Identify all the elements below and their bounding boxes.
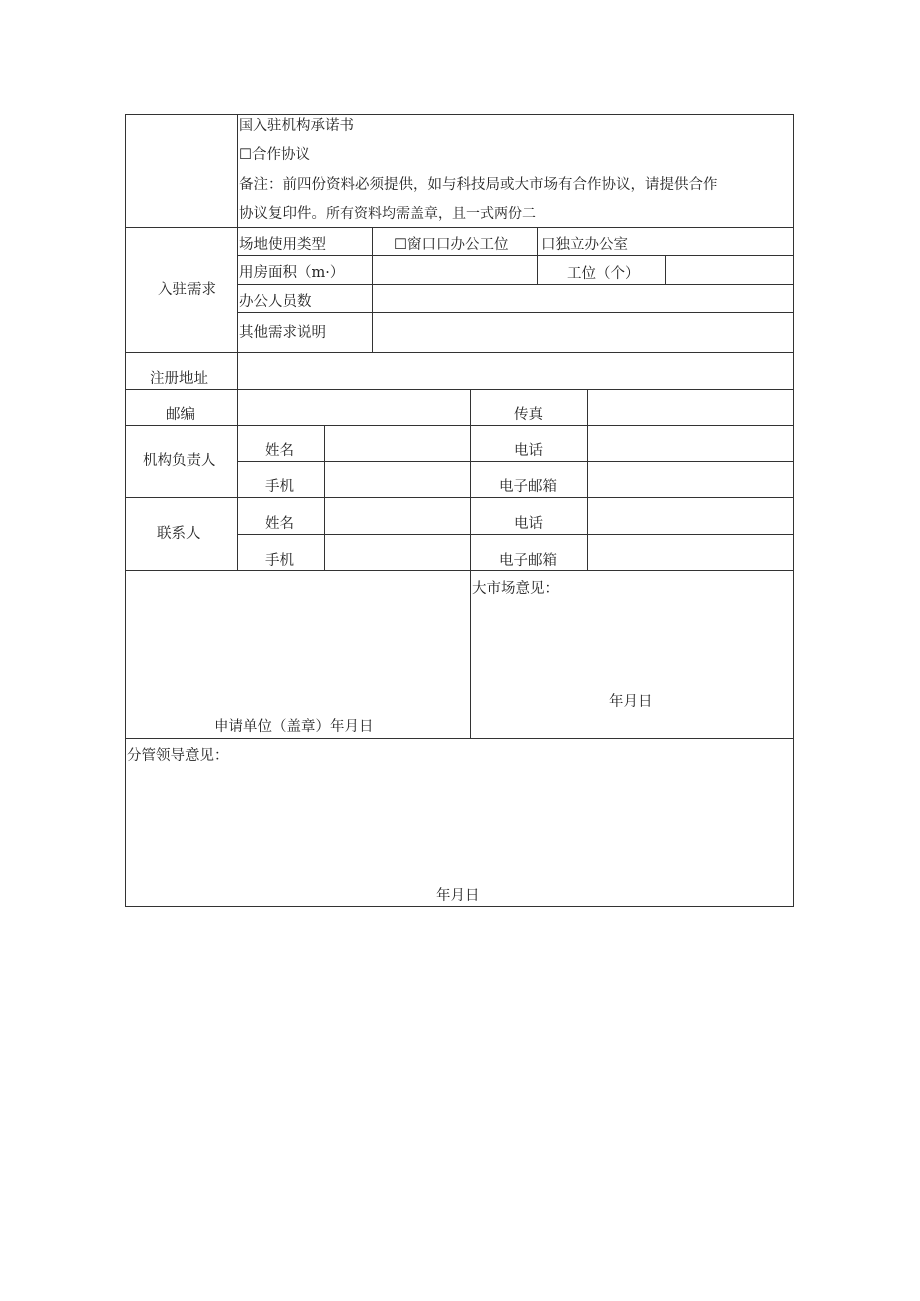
workstation-label: 工位（个）	[567, 266, 640, 282]
note-seal-requirement: 所有资料均需盖章，且一式两份二	[326, 206, 536, 222]
postcode-label: 邮编	[166, 407, 195, 423]
leader-opinion-field[interactable]	[127, 768, 792, 878]
rule-postcode-bottom	[125, 425, 794, 426]
head-phone-field[interactable]	[589, 427, 792, 460]
rule-mid-column	[470, 389, 471, 739]
leader-opinion-date: 年月日	[436, 888, 480, 904]
postcode-field[interactable]	[239, 391, 469, 424]
checked-box-label: 国入	[239, 118, 267, 134]
note-copy-text: 协议复印件。	[239, 206, 326, 222]
contact-phone-field[interactable]	[589, 499, 792, 533]
cooperation-agreement-checkbox[interactable]: ☐合作协议	[239, 147, 310, 163]
contact-email-label: 电子邮箱	[499, 553, 557, 569]
head-email-field[interactable]	[589, 463, 792, 496]
contact-name-field[interactable]	[326, 499, 469, 533]
fax-label: 传真	[514, 407, 543, 423]
rule-needs-sub	[372, 227, 373, 353]
market-opinion-date: 年月日	[609, 694, 653, 710]
rule-contact-mid	[237, 534, 794, 535]
rule-address-bottom	[125, 389, 794, 390]
site-type-label: 场地使用类型	[239, 237, 326, 253]
head-name-field[interactable]	[326, 427, 469, 460]
head-email-label: 电子邮箱	[499, 479, 557, 495]
rule-head-mid	[237, 461, 794, 462]
area-label: 用房面积（m·）	[239, 265, 345, 281]
rule-area-divider	[537, 255, 538, 285]
rule-site-option-divider	[537, 227, 538, 256]
head-section-label: 机构负责人	[143, 453, 216, 469]
head-name-label: 姓名	[265, 443, 294, 459]
market-opinion-field[interactable]	[472, 600, 792, 686]
site-option-window-checkbox[interactable]: ☐窗口口办公工位	[394, 237, 509, 253]
materials-commitment-line	[239, 117, 354, 135]
rule-staff-bottom	[237, 312, 794, 313]
contact-email-field[interactable]	[589, 536, 792, 569]
address-label: 注册地址	[150, 371, 208, 387]
site-option-office-checkbox[interactable]: 口独立办公室	[541, 237, 628, 253]
contact-section-label: 联系人	[157, 526, 201, 542]
rule-bottom	[125, 906, 794, 907]
rule-area-bottom	[237, 284, 794, 285]
head-mobile-label: 手机	[265, 479, 294, 495]
applicant-seal-area[interactable]	[127, 572, 469, 714]
staff-label: 办公人员数	[239, 294, 312, 310]
rule-contact-bottom	[125, 570, 794, 571]
applicant-seal-date: 申请单位（盖章）年月日	[214, 719, 374, 735]
rule-workstation-divider	[665, 255, 666, 285]
rule-label-column	[237, 114, 238, 571]
rule-top	[125, 114, 794, 115]
materials-note-line2	[239, 205, 536, 223]
contact-name-label: 姓名	[265, 516, 294, 532]
rule-site-type-bottom	[237, 255, 794, 256]
rule-value-column-right	[587, 389, 588, 571]
rule-left	[125, 114, 126, 907]
rule-right	[793, 114, 794, 907]
head-mobile-field[interactable]	[326, 463, 469, 496]
address-field[interactable]	[239, 354, 792, 388]
other-needs-field[interactable]	[374, 314, 792, 351]
staff-field[interactable]	[374, 286, 792, 311]
commitment-letter-label: 驻机构承诺书	[267, 118, 354, 134]
rule-person-sub	[324, 425, 325, 571]
fax-field[interactable]	[589, 391, 792, 424]
area-field[interactable]	[374, 257, 536, 283]
head-phone-label: 电话	[514, 443, 543, 459]
contact-mobile-field[interactable]	[326, 536, 469, 569]
materials-note-line1: 备注：前四份资料必须提供，如与科技局或大市场有合作协议，请提供合作	[239, 177, 718, 193]
market-opinion-title: 大市场意见：	[472, 581, 559, 597]
contact-phone-label: 电话	[514, 516, 543, 532]
rule-head-bottom	[125, 497, 794, 498]
rule-materials-bottom	[125, 227, 794, 228]
leader-opinion-title: 分管领导意见：	[127, 748, 229, 764]
contact-mobile-label: 手机	[265, 553, 294, 569]
rule-opinion-bottom	[125, 738, 794, 739]
workstation-field[interactable]	[667, 257, 792, 283]
rule-needs-bottom	[125, 352, 794, 353]
needs-section-label: 入驻需求	[158, 282, 216, 298]
other-needs-label: 其他需求说明	[239, 325, 326, 341]
